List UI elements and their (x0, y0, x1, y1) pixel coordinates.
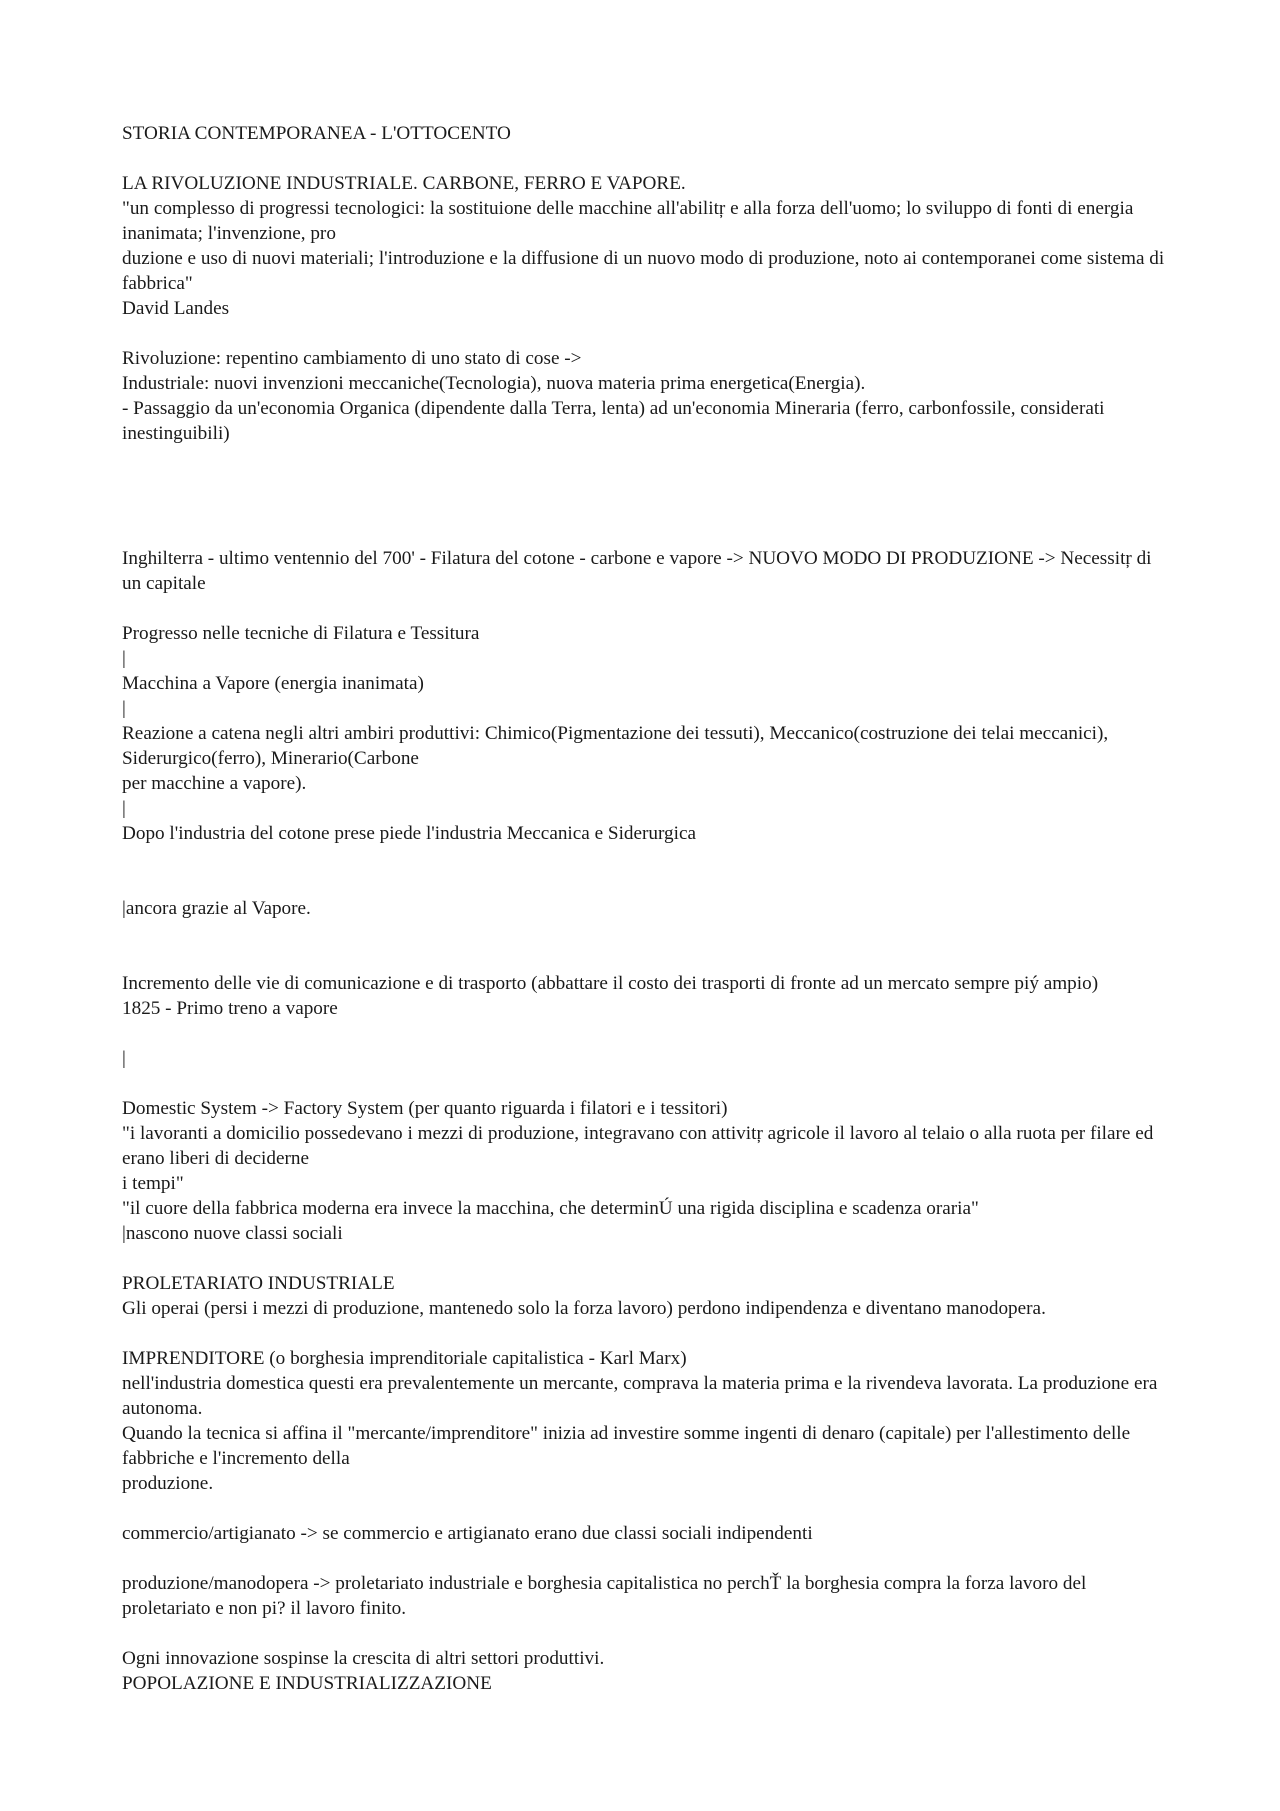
text-line (122, 946, 1167, 971)
text-line: Macchina a Vapore (energia inanimata) (122, 673, 424, 694)
text-line: | (122, 698, 126, 719)
text-line: "un complesso di progressi tecnologici: la sostituione delle macchine all'abilitŗ e alla forza dell'uomo; lo sviluppo di fonti di energia inanimata; l'invenzione, pro (122, 198, 1134, 244)
text-line (122, 471, 1167, 496)
text-line: Ogni innovazione sospinse la crescita di altri settori produttivi. (122, 1648, 605, 1669)
text-line: - Passaggio da un'economia Organica (dipendente dalla Terra, lenta) ad un'economia Mineraria (ferro, carbonfossile, considerati inestinguibili) (122, 398, 1105, 444)
text-line (122, 146, 1167, 171)
text-line (122, 1071, 1167, 1096)
text-line (122, 1496, 1167, 1521)
text-line: |nascono nuove classi sociali (122, 1223, 343, 1244)
document-body (122, 121, 1167, 1696)
text-line: "il cuore della fabbrica moderna era invece la macchina, che determinÚ una rigida disciplina e scadenza oraria" (122, 1198, 979, 1219)
text-line: David Landes (122, 298, 230, 319)
text-line (122, 1621, 1167, 1646)
text-line: Rivoluzione: repentino cambiamento di uno stato di cose -> (122, 348, 582, 369)
text-line: Dopo l'industria del cotone prese piede l'industria Meccanica e Siderurgica (122, 823, 696, 844)
text-line (122, 596, 1167, 621)
text-line: Quando la tecnica si affina il "mercante/imprenditore" inizia ad investire somme ingenti di denaro (capitale) per l'allestimento delle fabbriche e l'incremento della (122, 1423, 1131, 1469)
text-line: Industriale: nuovi invenzioni meccaniche(Tecnologia), nuova materia prima energetica(Energia). (122, 373, 866, 394)
text-line: produzione/manodopera -> proletariato industriale e borghesia capitalistica no perchŤ la borghesia compra la forza lavoro del proletariato e non pi? il lavoro finito. (122, 1573, 1087, 1619)
text-line: Progresso nelle tecniche di Filatura e Tessitura (122, 623, 480, 644)
text-line (122, 846, 1167, 871)
text-line (122, 1021, 1167, 1046)
text-line: i tempi" (122, 1173, 184, 1194)
text-line: | (122, 1048, 126, 1069)
text-line: "i lavoranti a domicilio possedevano i mezzi di produzione, integravano con attivitŗ agricole il lavoro al telaio o alla ruota per filare ed erano liberi di deciderne (122, 1123, 1154, 1169)
text-line: Reazione a catena negli altri ambiri produttivi: Chimico(Pigmentazione dei tessuti), Meccanico(costruzione dei telai meccanici), Siderurgico(ferro), Minerario(Carbone (122, 723, 1109, 769)
text-line (122, 521, 1167, 546)
text-line (122, 921, 1167, 946)
text-line: Incremento delle vie di comunicazione e di trasporto (abbattare il costo dei trasporti di fronte ad un mercato sempre piý ampio) (122, 973, 1099, 994)
text-line: IMPRENDITORE (o borghesia imprenditoriale capitalistica - Karl Marx) (122, 1348, 687, 1369)
text-line: PROLETARIATO INDUSTRIALE (122, 1273, 395, 1294)
text-line (122, 321, 1167, 346)
text-line (122, 1321, 1167, 1346)
text-line (122, 871, 1167, 896)
text-line: 1825 - Primo treno a vapore (122, 998, 338, 1019)
text-line (122, 446, 1167, 471)
text-line (122, 1246, 1167, 1271)
text-line: commercio/artigianato -> se commercio e artigianato erano due classi sociali indipendenti (122, 1523, 813, 1544)
text-line: per macchine a vapore). (122, 773, 307, 794)
text-line: nell'industria domestica questi era prevalentemente un mercante, comprava la materia prima e la rivendeva lavorata. La produzione era autonoma. (122, 1373, 1158, 1419)
text-line: produzione. (122, 1473, 214, 1494)
text-line: | (122, 798, 126, 819)
text-line: Inghilterra - ultimo ventennio del 700' - Filatura del cotone - carbone e vapore -> NUOVO MODO DI PRODUZIONE -> Necessitŗ di un capitale (122, 548, 1152, 594)
text-line: Gli operai (persi i mezzi di produzione, mantenedo solo la forza lavoro) perdono indipendenza e diventano manodopera. (122, 1298, 1046, 1319)
text-line: | (122, 648, 126, 669)
text-line: Domestic System -> Factory System (per quanto riguarda i filatori e i tessitori) (122, 1098, 728, 1119)
text-line (122, 496, 1167, 521)
text-line: duzione e uso di nuovi materiali; l'introduzione e la diffusione di un nuovo modo di produzione, noto ai contemporanei come sistema di fabbrica" (122, 248, 1165, 294)
text-line: |ancora grazie al Vapore. (122, 898, 311, 919)
text-line: STORIA CONTEMPORANEA - L'OTTOCENTO (122, 123, 511, 144)
text-line: POPOLAZIONE E INDUSTRIALIZZAZIONE (122, 1673, 492, 1694)
text-line: LA RIVOLUZIONE INDUSTRIALE. CARBONE, FERRO E VAPORE. (122, 173, 686, 194)
text-line (122, 1546, 1167, 1571)
